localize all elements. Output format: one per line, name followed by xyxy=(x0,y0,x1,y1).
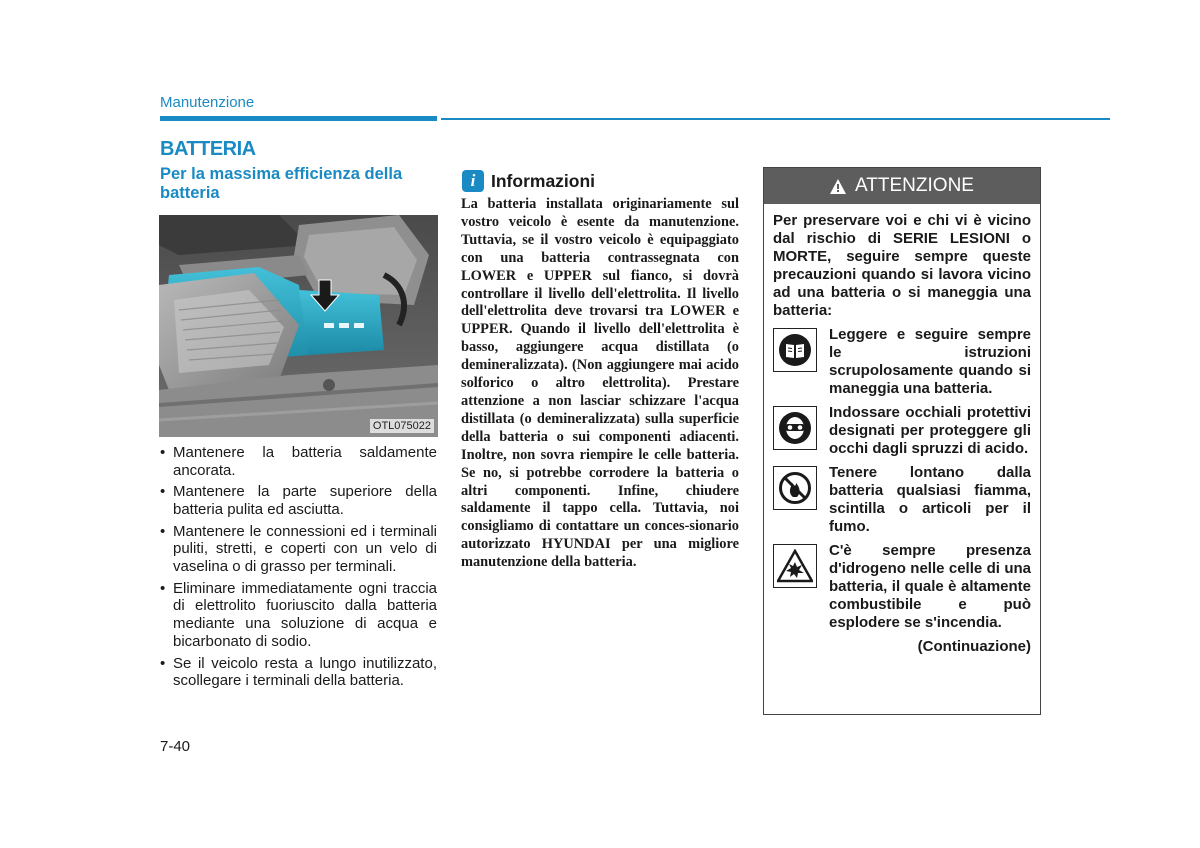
warning-item-text: Tenere lontano dalla batteria qualsiasi fiamma, scintilla o articoli per il fumo. xyxy=(829,464,1031,535)
header-rule-thick xyxy=(160,116,437,121)
warning-item-text: Leggere e seguire sempre le istruzioni scrupolosamente quando si maneggia una batteria. xyxy=(829,326,1031,397)
warning-item xyxy=(773,542,1031,632)
list-item: • Se il veicolo resta a lungo inutilizzato, scollegare i terminali della batteria. xyxy=(160,655,437,691)
warning-item-text: Indossare occhiali protettivi designati per proteggere gli occhi dagli spruzzi di acido. xyxy=(829,404,1031,457)
info-title: Informazioni xyxy=(491,170,596,191)
info-body: La batteria installata originariamente sul vostro veicolo è esente da manutenzione. Tuttavia, se il vostro veicolo è equipaggiato con una batteria contrassegnata con LOWER e UPPER sul fianco, si dovrà controllare il livello dell'elettrolita. Il livello dell'elettrolita deve trovarsi tra LOWER e UPPER. Quando il livello dell'elettrolita è basso, aggiungere acqua distillata (o demineralizzata). (Non aggiungere mai acido solforico o altro elettrolita). Prestare attenzione a non lasciar schizzare l'acqua distillata (o demineralizzata) sulla superficie della batteria o sui componenti adiacenti. Inoltre, non sovra riempire le celle batteria. Se no, si potrebbe corrodere la batteria o altri componenti. Infine, chiudere saldamente il tappo cella. Tuttavia, noi consigliamo di contattare un conces-sionario autorizzato HYUNDAI per una migliore manutenzione della batteria. xyxy=(461,196,739,571)
warning-item-text: C'è sempre presenza d'idrogeno nelle celle di una batteria, il quale è altamente combustibile e può esplodere se s'incendia. xyxy=(829,542,1031,631)
warning-intro: Per preservare voi e chi vi è vicino dal rischio di SERIE LESIONI o MORTE, seguire sempre queste precauzioni quando si lavora vicino ad una batteria o si maneggia una batteria: xyxy=(773,212,1031,319)
warning-item xyxy=(773,464,1031,536)
warning-item xyxy=(773,404,1031,458)
page-title: BATTERIA xyxy=(160,138,256,160)
no-flame-icon xyxy=(773,466,817,510)
list-item: • Mantenere la parte superiore della batteria pulita ed asciutta. xyxy=(160,483,437,519)
continuation-label: (Continuazione) xyxy=(917,638,1031,655)
engine-bay-illustration xyxy=(159,215,438,437)
warning-item xyxy=(773,326,1031,398)
figure-code: OTL075022 xyxy=(370,419,434,433)
list-item: • Mantenere le connessioni ed i terminali puliti, stretti, e coperti con un velo di vaselina o di grasso per terminali. xyxy=(160,523,437,576)
warning-title: ATTENZIONE xyxy=(855,175,974,196)
read-manual-icon xyxy=(773,328,817,372)
explosion-hazard-icon xyxy=(773,544,817,588)
header-rule-thin xyxy=(441,118,1110,120)
battery-photo xyxy=(159,215,438,437)
maintenance-list xyxy=(160,444,437,694)
list-item: • Eliminare immediatamente ogni traccia di elettrolito fuoriuscito dalla batteria mediante una soluzione di acqua e bicarbonato di sodio. xyxy=(160,580,437,651)
info-icon: i xyxy=(462,170,484,192)
warning-box xyxy=(763,167,1041,715)
page-number: 7-40 xyxy=(160,738,191,755)
info-header xyxy=(462,170,595,192)
list-item: • Mantenere la batteria saldamente ancorata. xyxy=(160,444,437,480)
warning-header xyxy=(764,168,1040,204)
warning-triangle-icon xyxy=(830,179,846,194)
section-header: Manutenzione xyxy=(160,94,255,111)
safety-goggles-icon xyxy=(773,406,817,450)
section-subtitle: Per la massima efficienza della batteria xyxy=(160,165,403,202)
